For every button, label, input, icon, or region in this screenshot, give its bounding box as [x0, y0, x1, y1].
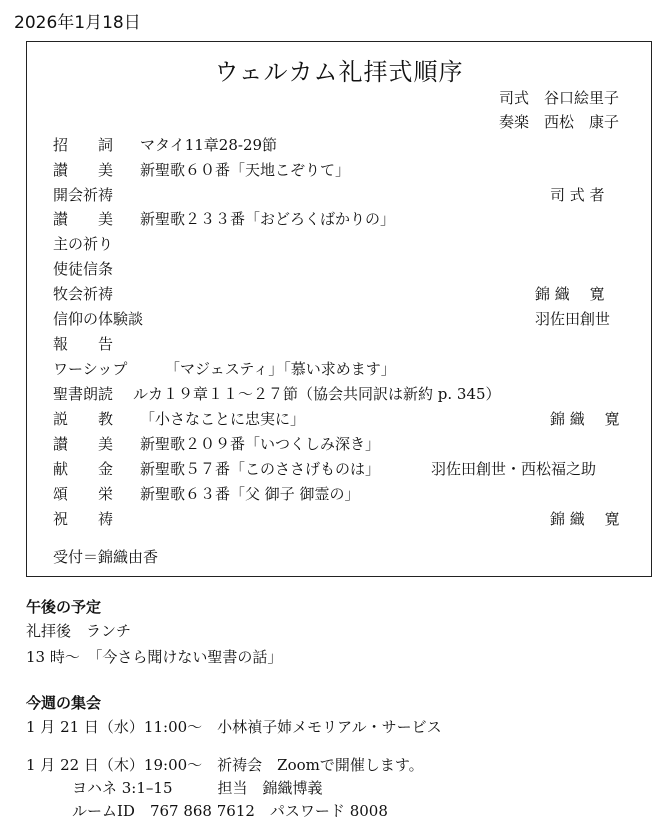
- item-label: 招 詞: [53, 136, 114, 154]
- weekly-line: 1 月 22 日（木）19:00～ 祈祷会 Zoomで開催します。: [26, 756, 424, 774]
- service-item: [53, 308, 633, 332]
- item-label: 説 教: [53, 410, 114, 428]
- service-item: [53, 383, 633, 407]
- item-person: 羽佐田創世: [535, 310, 611, 328]
- item-label: 使徒信条: [53, 260, 114, 278]
- item-label: 牧会祈祷: [53, 285, 114, 303]
- weekly-line: ヨハネ 3:1–15 担当 錦織博義: [72, 779, 323, 797]
- item-text: マタイ11章28-29節: [140, 136, 278, 154]
- item-label: 讃 美: [53, 210, 114, 228]
- item-person: 錦 織 寛: [535, 285, 605, 303]
- service-item: [53, 233, 633, 257]
- item-text: 新聖歌２３３番「おどろくばかりの」: [140, 210, 396, 228]
- item-text: 新聖歌６０番「天地こぞりて」: [140, 161, 351, 179]
- item-label: 主の祈り: [53, 235, 114, 253]
- service-item: [53, 458, 633, 482]
- service-item: [53, 208, 633, 232]
- weekly-heading: 今週の集会: [26, 694, 102, 712]
- item-label: 讃 美: [53, 161, 114, 179]
- item-label: 聖書朗読: [53, 385, 114, 403]
- item-label: 信仰の体験談: [53, 310, 144, 328]
- weekly-line: ルームID 767 868 7612 パスワード 8008: [72, 802, 388, 820]
- afternoon-heading: 午後の予定: [26, 598, 102, 616]
- service-item: [53, 159, 633, 183]
- service-item: [53, 408, 633, 432]
- service-item: [53, 483, 633, 507]
- item-text: 「小さなことに忠実に」: [140, 410, 306, 428]
- item-text: ルカ１９章１１～２７節（協会共同訳は新約 p. 345）: [133, 385, 501, 403]
- item-text: 新聖歌２０９番「いつくしみ深き」: [140, 435, 381, 453]
- item-label: 献 金: [53, 460, 114, 478]
- reception-note: 受付＝錦織由香: [53, 548, 159, 566]
- item-label: 祝 祷: [53, 510, 114, 528]
- staff-organist: [499, 111, 619, 132]
- item-person: 司 式 者: [535, 186, 605, 204]
- item-label: 報 告: [53, 335, 114, 353]
- staff-name: 谷口絵里子: [543, 89, 619, 107]
- service-item: [53, 333, 633, 357]
- service-item: [53, 258, 633, 282]
- item-label: 讃 美: [53, 435, 114, 453]
- staff-officiant: [499, 87, 619, 108]
- service-item: [53, 433, 633, 457]
- service-item: [53, 134, 633, 158]
- service-item: [53, 358, 633, 382]
- afternoon-line: 礼拝後 ランチ: [26, 622, 132, 640]
- service-item: [53, 508, 633, 532]
- staff-name: 西松 康子: [543, 113, 619, 131]
- service-item: [53, 184, 633, 208]
- afternoon-line: 13 時～ 「今さら聞けない聖書の話」: [26, 648, 283, 666]
- item-person: 羽佐田創世・西松福之助: [431, 460, 597, 478]
- bulletin-date: 2026年1月18日: [14, 13, 141, 33]
- item-label: ワーシップ: [53, 360, 128, 378]
- item-person: 錦 織 寛: [535, 510, 620, 528]
- item-text: 新聖歌６３番「父 御子 御霊の」: [140, 485, 360, 503]
- item-text: 「マジェスティ」「慕い求めます」: [165, 360, 396, 378]
- service-item: [53, 283, 633, 307]
- item-label: 開会祈祷: [53, 186, 114, 204]
- item-text: 新聖歌５７番「このささげものは」: [140, 460, 381, 478]
- item-person: 錦 織 寛: [535, 410, 620, 428]
- service-title: ウェルカム礼拝式順序: [214, 58, 464, 86]
- staff-role: 奏楽: [498, 113, 529, 131]
- weekly-line: 1 月 21 日（水）11:00～ 小林禎子姉メモリアル・サービス: [26, 718, 442, 736]
- order-of-service-box: [26, 41, 652, 577]
- staff-role: 司式: [498, 89, 529, 107]
- item-label: 頌 栄: [53, 485, 114, 503]
